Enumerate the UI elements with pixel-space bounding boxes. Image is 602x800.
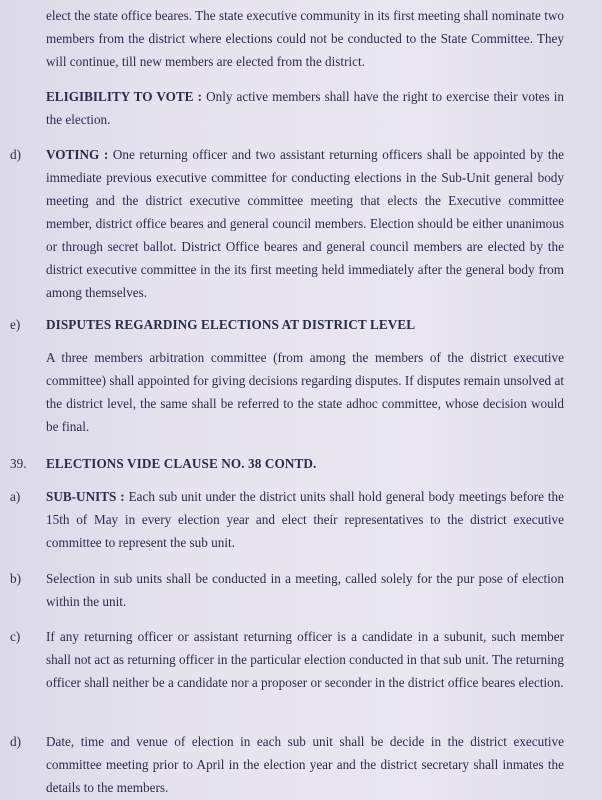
disputes-marker: e) xyxy=(10,317,21,332)
eligibility-heading: ELIGIBILITY TO VOTE : xyxy=(46,89,202,104)
subunits-text: Each sub unit under the district units shall hold general body meetings before the 15th of May in every election year and elect their representatives to the district executive committee to represent the sub unit. xyxy=(46,489,565,550)
subunits-paragraph xyxy=(46,485,564,554)
subunits-heading: SUB-UNITS : xyxy=(46,489,125,504)
voting-text: One returning officer and two assistant returning officers shall be appointed by the immediate previous executive committee for conducting elections in the Sub-Unit general body meeting and the district executive committee meeting that elects the Executive committee member, district office beares and general council members. Election should be either unanimous or through secret ballot. District Office beares and general council members are elected by the district executive committee in the its first meeting held immediately after the general body from among themselves. xyxy=(46,147,564,300)
item-c-paragraph: If any returning officer or assistant returning officer is a candidate in a subunit, such member shall not act as returning officer in the particular election conducted in that sub unit. The returning officer shall neither be a candidate nor a proposer or seconder in the district office beares election. xyxy=(46,629,564,690)
subunits-marker: a) xyxy=(10,489,21,504)
disputes-paragraph: A three members arbitration committee (from among the members of the district executive committee) shall appointed for giving decisions regarding disputes. If disputes remain unsolved at the district level, the same shall be referred to the state adhoc committee, whose decision would be final. xyxy=(46,350,564,434)
item-c-marker: c) xyxy=(10,629,21,644)
item-d-marker: d) xyxy=(10,734,21,749)
eligibility-paragraph xyxy=(46,85,564,131)
item-b-marker: b) xyxy=(10,571,21,586)
section-39-number: 39. xyxy=(10,456,27,471)
continuation-paragraph: elect the state office beares. The state executive community in its first meeting shall nominate two members from the district where elections could not be conducted to the State Committee. They will continue, till new members are elected from the district. xyxy=(46,8,564,69)
voting-marker: d) xyxy=(10,147,21,162)
eligibility-text: Only active members shall have the right to exercise their votes in the election. xyxy=(46,89,564,127)
disputes-heading: DISPUTES REGARDING ELECTIONS AT DISTRICT LEVEL xyxy=(46,317,416,332)
voting-paragraph xyxy=(46,143,564,304)
item-d-paragraph: Date, time and venue of election in each sub unit shall be decide in the district executive committee meeting prior to April in the election year and the district secretary shall inmates the details to the members. xyxy=(46,734,564,795)
section-39-heading: ELECTIONS VIDE CLAUSE NO. 38 CONTD. xyxy=(46,456,317,471)
voting-heading: VOTING : xyxy=(46,147,109,162)
item-b-paragraph: Selection in sub units shall be conducted in a meeting, called solely for the pur pose of election within the unit. xyxy=(46,571,564,609)
